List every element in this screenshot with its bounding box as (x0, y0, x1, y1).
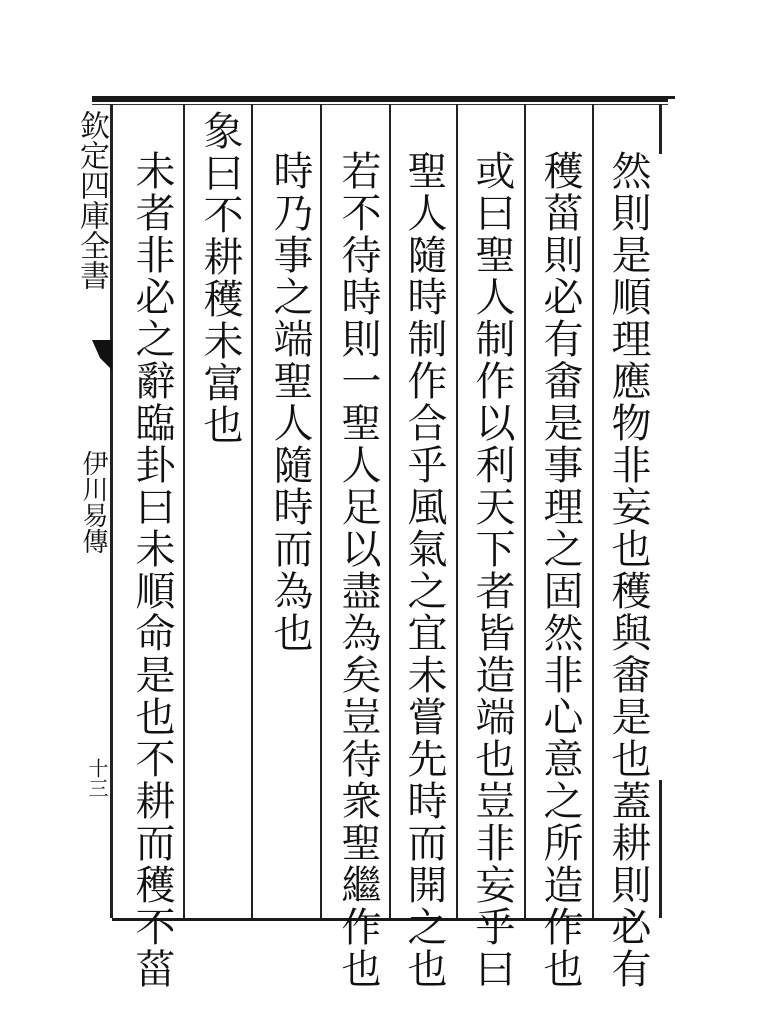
right-border-bottom (659, 780, 662, 918)
corner-tick (665, 96, 675, 99)
top-border (92, 96, 668, 102)
text-column-5: 若不待時則一聖人足以盡為矣豈待衆聖繼作也 (335, 150, 381, 990)
text-column-6: 時乃事之端聖人隨時而為也 (267, 150, 313, 654)
text-column-8: 未者非必之辭臨卦曰未順命是也不耕而穫不菑 (129, 150, 175, 990)
margin-page-number: 十三 (85, 758, 109, 798)
column-rule (456, 104, 458, 918)
top-border-inner (92, 104, 668, 105)
margin-series-title: 欽定四庫全書 (74, 110, 109, 290)
left-border (110, 104, 113, 918)
margin-book-title: 伊川易傳 (78, 450, 108, 554)
column-rule (183, 104, 185, 918)
text-column-7: 象曰不耕穫未富也 (197, 110, 243, 446)
column-rule (592, 104, 594, 918)
fishtail-mark (92, 340, 112, 370)
column-rule (320, 104, 322, 918)
column-rule (524, 104, 526, 918)
column-rule (251, 104, 253, 918)
right-border-top (659, 104, 662, 154)
text-column-1: 然則是順理應物非妄也穫與畬是也蓋耕則必有 (605, 150, 651, 990)
text-column-3: 或曰聖人制作以利天下者皆造端也豈非妄乎曰 (469, 150, 515, 990)
column-rule (389, 104, 391, 918)
text-column-2: 穫菑則必有畬是事理之固然非心意之所造作也 (537, 150, 583, 990)
text-column-4: 聖人隨時制作合乎風氣之宜未嘗先時而開之也 (401, 150, 447, 990)
